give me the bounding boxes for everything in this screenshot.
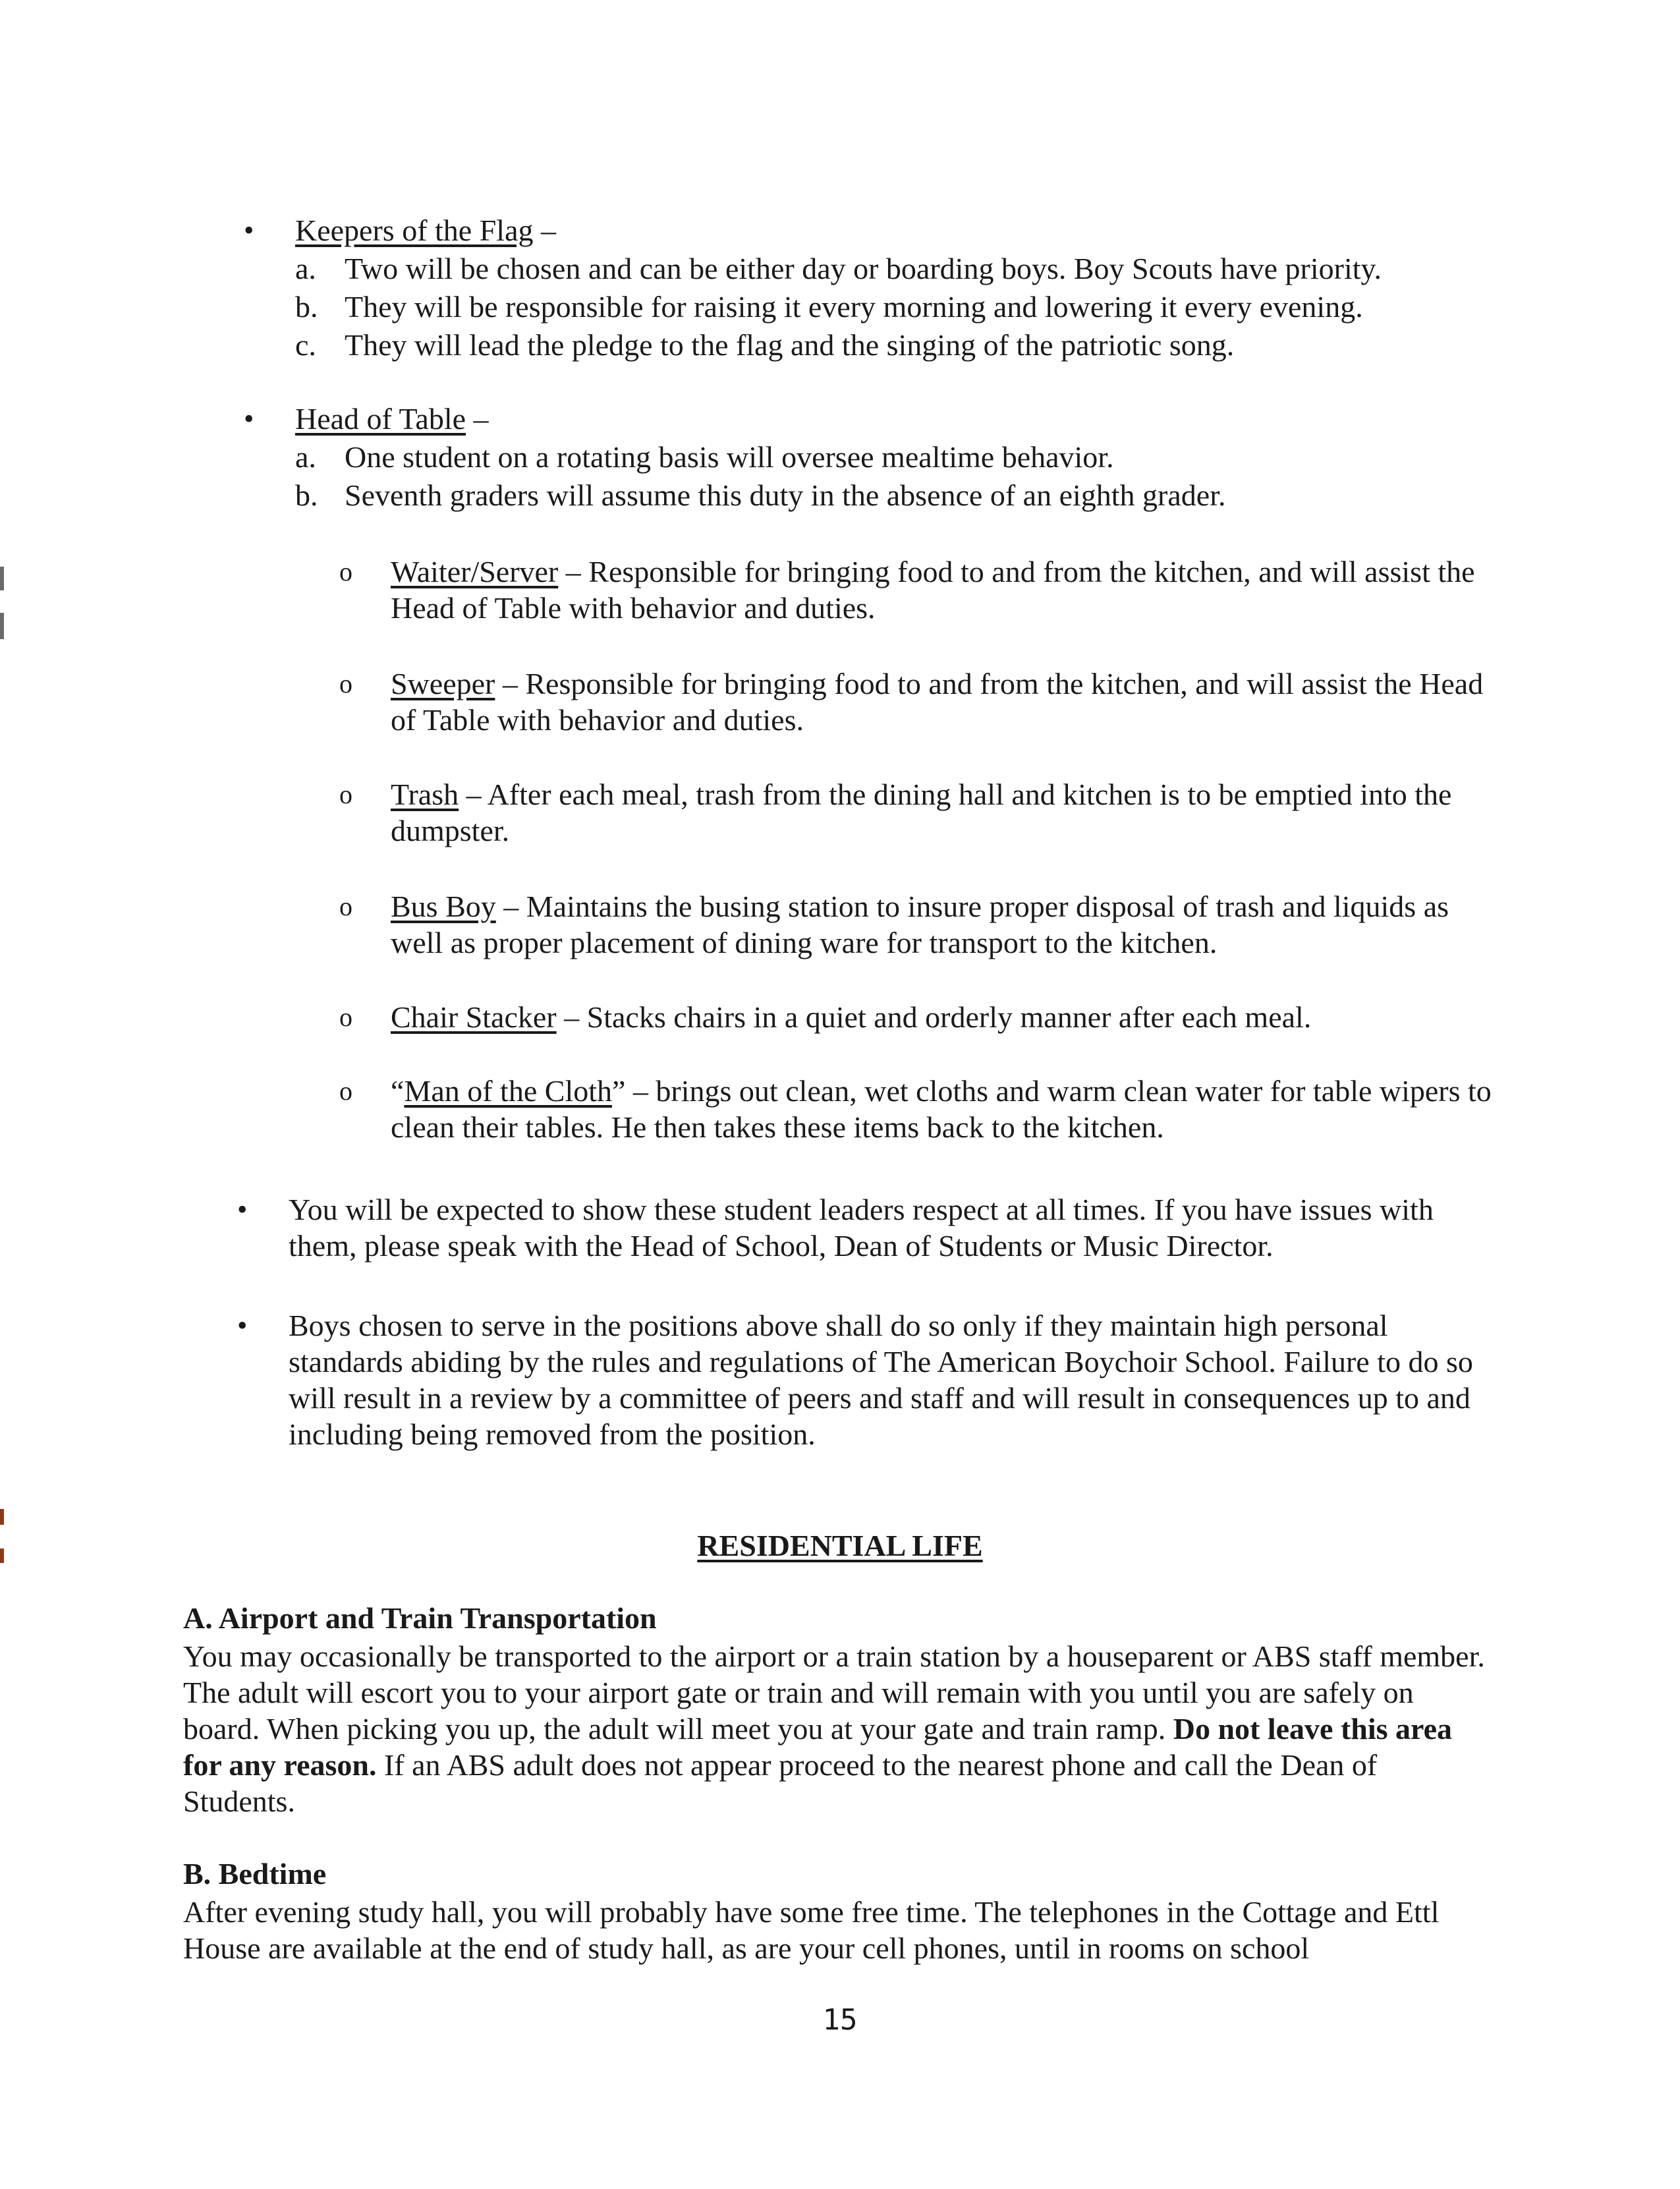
circle-bullet: o [339,669,352,698]
section-a-heading: A. Airport and Train Transportation [183,1601,657,1635]
document-page: • Keepers of the Flag – a. Two will be chosen and can be either day or boarding boys. Boy Scouts have priority. b. They will be responsible for raising it every morning and lowering it every evening. c. They will lead the pledge to the flag and the singing of the patriotic song. • Head of Table – a. One student on a rotating basis will oversee mealtime behavior. b. Seventh graders will assume this duty in the absence of an eighth grader. o Waiter/Server – Responsible for bringing food to and from the kitchen, and will assist the Head of Table with behavior and duties. o Sweeper – Responsible for bringing food to and from the kitchen, and will assist the Head of Table with behavior and duties. o Trash – After each meal, trash from the dining hall and kitchen is to be emptied into the dumpster. o Bus Boy – Maintains the busing station to insure proper disposal of trash and liquids as well as proper placement of dining ware for transport to the kitchen. o Chair Stacker – Stacks chairs in a quiet and orderly manner after each meal. o “Man of the Cloth” – brings out clean, wet cloths and warm clean water for table wipers to clean their tables. He then takes these items back to the kitchen. • You will be expected to show these student leaders respect at all times. If you have issues with them, please speak with the Head of School, Dean of Students or Music Director. • Boys chosen to serve in the positions above shall do so only if they maintain high personal standards abiding by the rules and regulations of The American Boychoir School. Failure to do so will result in a review by a committee of peers and staff and will result in consequences up to and including being removed from the position. RESIDENTIAL LIFE A. Airport and Train Transportation You may occasionally be transported to the airport or a train station by a houseparent or ABS staff member. The adult will escort you to your airport gate or train and will remain with you until you are safely on board. When picking you up, the adult will meet you at your gate and train ramp. Do not leave this area for any reason. If an ABS adult does not appear proceed to the nearest phone and call the Dean of Students. B. Bedtime After evening study hall, you will probably have some free time. The telephones in the Cottage and Ettl House are available at the end of study hall, as are your cell phones, until in rooms on school 15 [0,0,1680,2189]
section-title: RESIDENTIAL LIFE [697,1529,983,1562]
circle-bullet: o [339,1076,352,1106]
scan-edge-mark [0,1509,4,1525]
scan-edge-mark [0,613,4,639]
paragraph-text: Boys chosen to serve in the positions above shall do so only if they maintain high personal standards abiding by the rules and regulations of The American Boychoir School. Failure to do so will result in a review by a committee of peers and staff and will result in consequences up to and including being removed from the position. [289,1309,1473,1451]
bullet-heading: Keepers of the Flag – [295,213,556,247]
role-title: Trash [391,778,459,811]
bullet-dot: • [237,1309,248,1342]
role-title: Chair Stacker [391,1000,557,1034]
role-title: Bus Boy [391,890,496,923]
role-description: – Maintains the busing station to insure proper disposal of trash and liquids as well as proper placement of dining ware for transport to the kitchen. [391,890,1449,959]
role-description: – Stacks chairs in a quiet and orderly manner after each meal. [556,1000,1312,1034]
scan-edge-mark [0,567,4,590]
page-number: 15 [822,2003,858,2037]
role-description: – Responsible for bringing food to and from the kitchen, and will assist the Head of Table with behavior and duties. [391,667,1484,737]
circle-bullet: o [339,1002,352,1032]
bullet-heading: Head of Table – [295,402,489,436]
emphasis-text: Do not leave this area for any reason. [183,1712,1453,1782]
role-description: – After each meal, trash from the dining hall and kitchen is to be emptied into the dumpster. [391,778,1452,847]
section-b-heading: B. Bedtime [183,1857,327,1890]
section-b-text: After evening study hall, you will probably have some free time. The telephones in the Cottage and Ettl House are available at the end of study hall, as are your cell phones, until in rooms on school [183,1895,1440,1965]
circle-bullet: o [339,780,352,809]
bullet-dot: • [244,403,254,435]
bullet-dot: • [244,214,254,246]
paragraph-text: You will be expected to show these student leaders respect at all times. If you have issues with them, please speak with the Head of School, Dean of Students or Music Director. [289,1193,1434,1263]
role-description: ” – brings out clean, wet cloths and warm clean water for table wipers to clean their tables. He then takes these items back to the kitchen. [391,1074,1492,1144]
role-title: Man of the Cloth [404,1074,612,1108]
circle-bullet: o [339,892,352,921]
section-a-text: You may occasionally be transported to the airport or a train station by a houseparent or ABS staff member. The adult will escort you to your airport gate or train and will remain with you until you are safely on board. When picking you up, the adult will meet you at your gate and train ramp. Do not leave this area for any reason. If an ABS adult does not appear proceed to the nearest phone and call the Dean of Students. [183,1639,1485,1818]
role-description: – Responsible for bringing food to and from the kitchen, and will assist the Head of Table with behavior and duties. [391,555,1475,625]
bullet-dot: • [237,1193,248,1226]
role-title: Waiter/Server [391,555,559,588]
role-title: Sweeper [391,667,495,700]
circle-bullet: o [339,557,352,586]
